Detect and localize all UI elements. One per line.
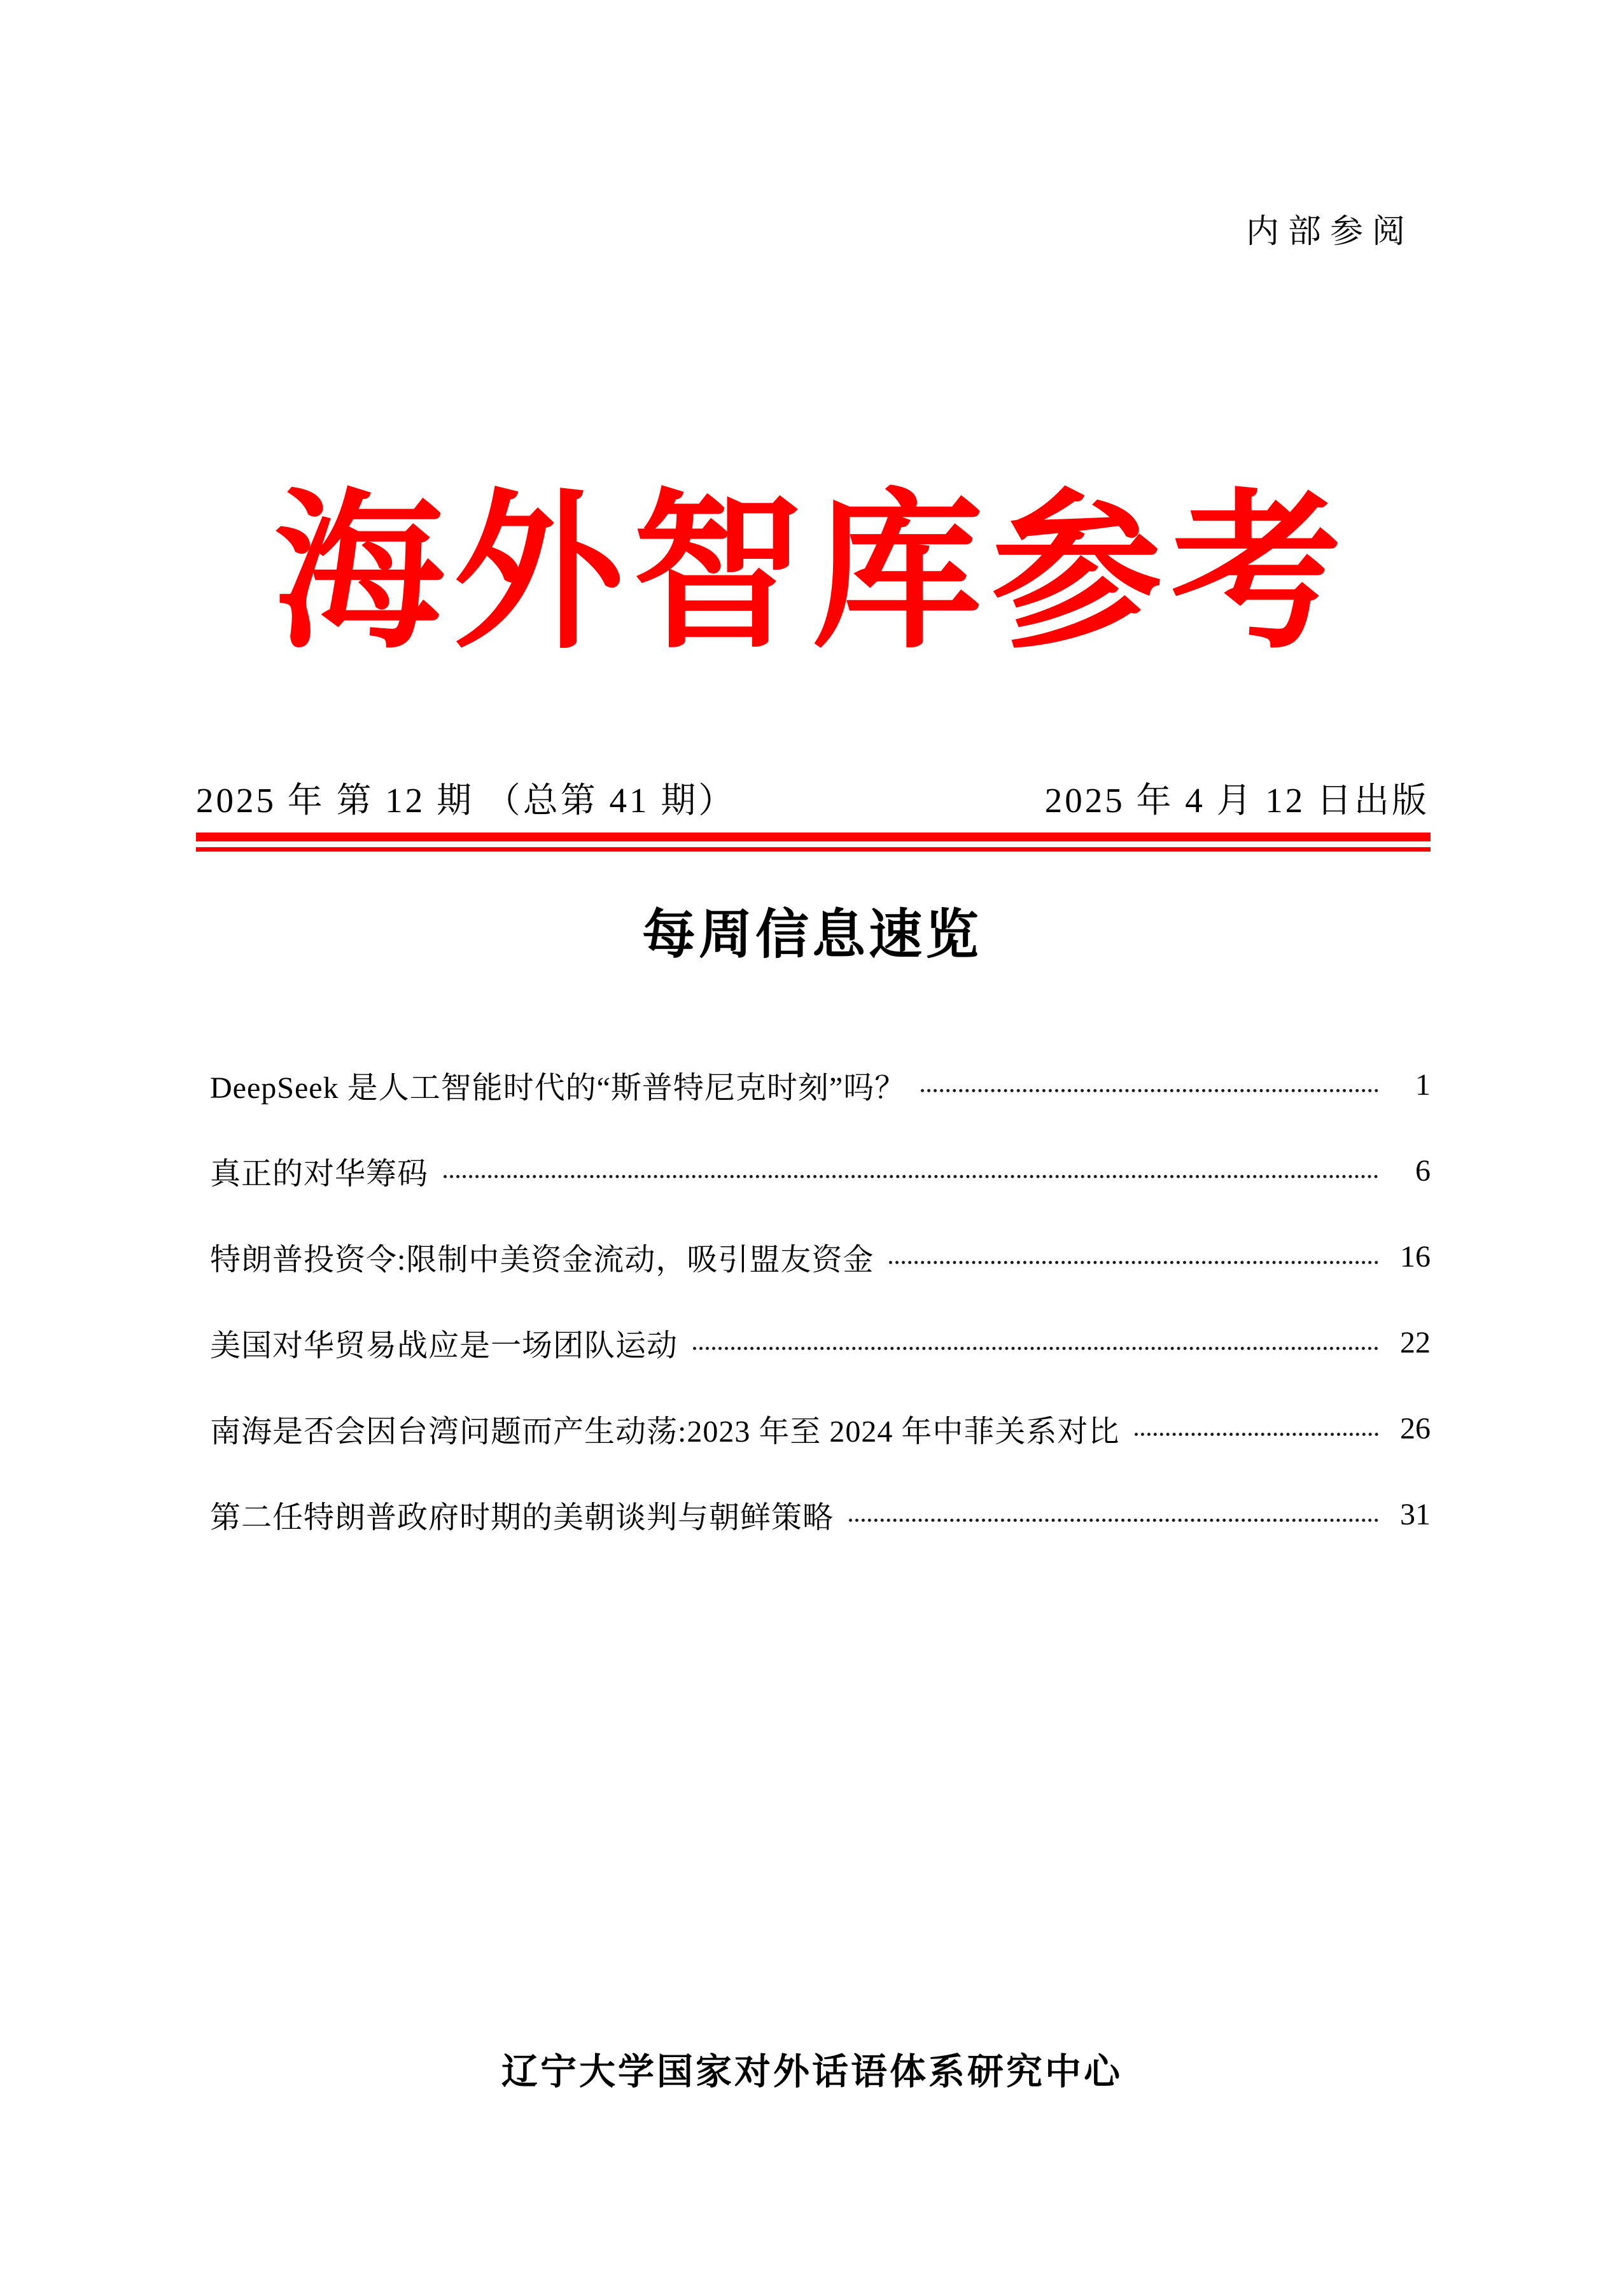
classification-label: 内部参阅 bbox=[1245, 214, 1414, 250]
toc-item-title: 第二任特朗普政府时期的美朝谈判与朝鲜策略 bbox=[210, 1500, 834, 1535]
institution-name: 辽宁大学国家对外话语体系研究中心 bbox=[501, 2051, 1123, 2092]
toc-leader-dots bbox=[921, 1078, 1378, 1092]
toc-leader-dots bbox=[849, 1507, 1378, 1522]
issue-number: 2025 年 第 12 期 （总第 41 期） bbox=[196, 781, 736, 820]
toc-item-page-number: 22 bbox=[1400, 1325, 1431, 1360]
red-rule-thin bbox=[196, 847, 1431, 852]
toc-item bbox=[210, 1494, 1431, 1535]
toc-item-title: DeepSeek 是人工智能时代的“斯普特尼克时刻”吗？ bbox=[210, 1071, 906, 1105]
toc-leader-dots bbox=[889, 1249, 1378, 1264]
toc-item bbox=[210, 1322, 1431, 1363]
red-rule-thick bbox=[196, 833, 1431, 841]
toc-leader-dots bbox=[693, 1335, 1378, 1350]
toc-item-page-number: 16 bbox=[1400, 1239, 1431, 1274]
toc-item bbox=[210, 1236, 1431, 1277]
toc-item-title: 真正的对华筹码 bbox=[210, 1157, 429, 1191]
toc-item bbox=[210, 1408, 1431, 1449]
toc-item-title: 南海是否会因台湾问题而产生动荡:2023 年至 2024 年中菲关系对比 bbox=[210, 1414, 1120, 1449]
publication-masthead-title: 海外智库参考 bbox=[274, 479, 1350, 668]
toc-item-title: 美国对华贸易战应是一场团队运动 bbox=[210, 1328, 678, 1363]
toc-item-page-number: 1 bbox=[1415, 1067, 1431, 1102]
double-red-rule bbox=[196, 833, 1431, 852]
toc-leader-dots bbox=[1135, 1421, 1378, 1436]
toc-item-page-number: 6 bbox=[1415, 1153, 1431, 1188]
toc-item-page-number: 31 bbox=[1400, 1497, 1431, 1531]
toc-item-title: 特朗普投资令:限制中美资金流动，吸引盟友资金 bbox=[210, 1242, 874, 1277]
publish-date: 2025 年 4 月 12 日出版 bbox=[1044, 781, 1429, 820]
toc-item bbox=[210, 1150, 1431, 1191]
issue-info-row bbox=[196, 780, 1429, 821]
toc-item bbox=[210, 1064, 1431, 1105]
toc-leader-dots bbox=[444, 1164, 1378, 1178]
table-of-contents bbox=[210, 1064, 1431, 1580]
section-heading: 每周信息速览 bbox=[641, 904, 982, 964]
toc-item-page-number: 26 bbox=[1400, 1411, 1431, 1445]
